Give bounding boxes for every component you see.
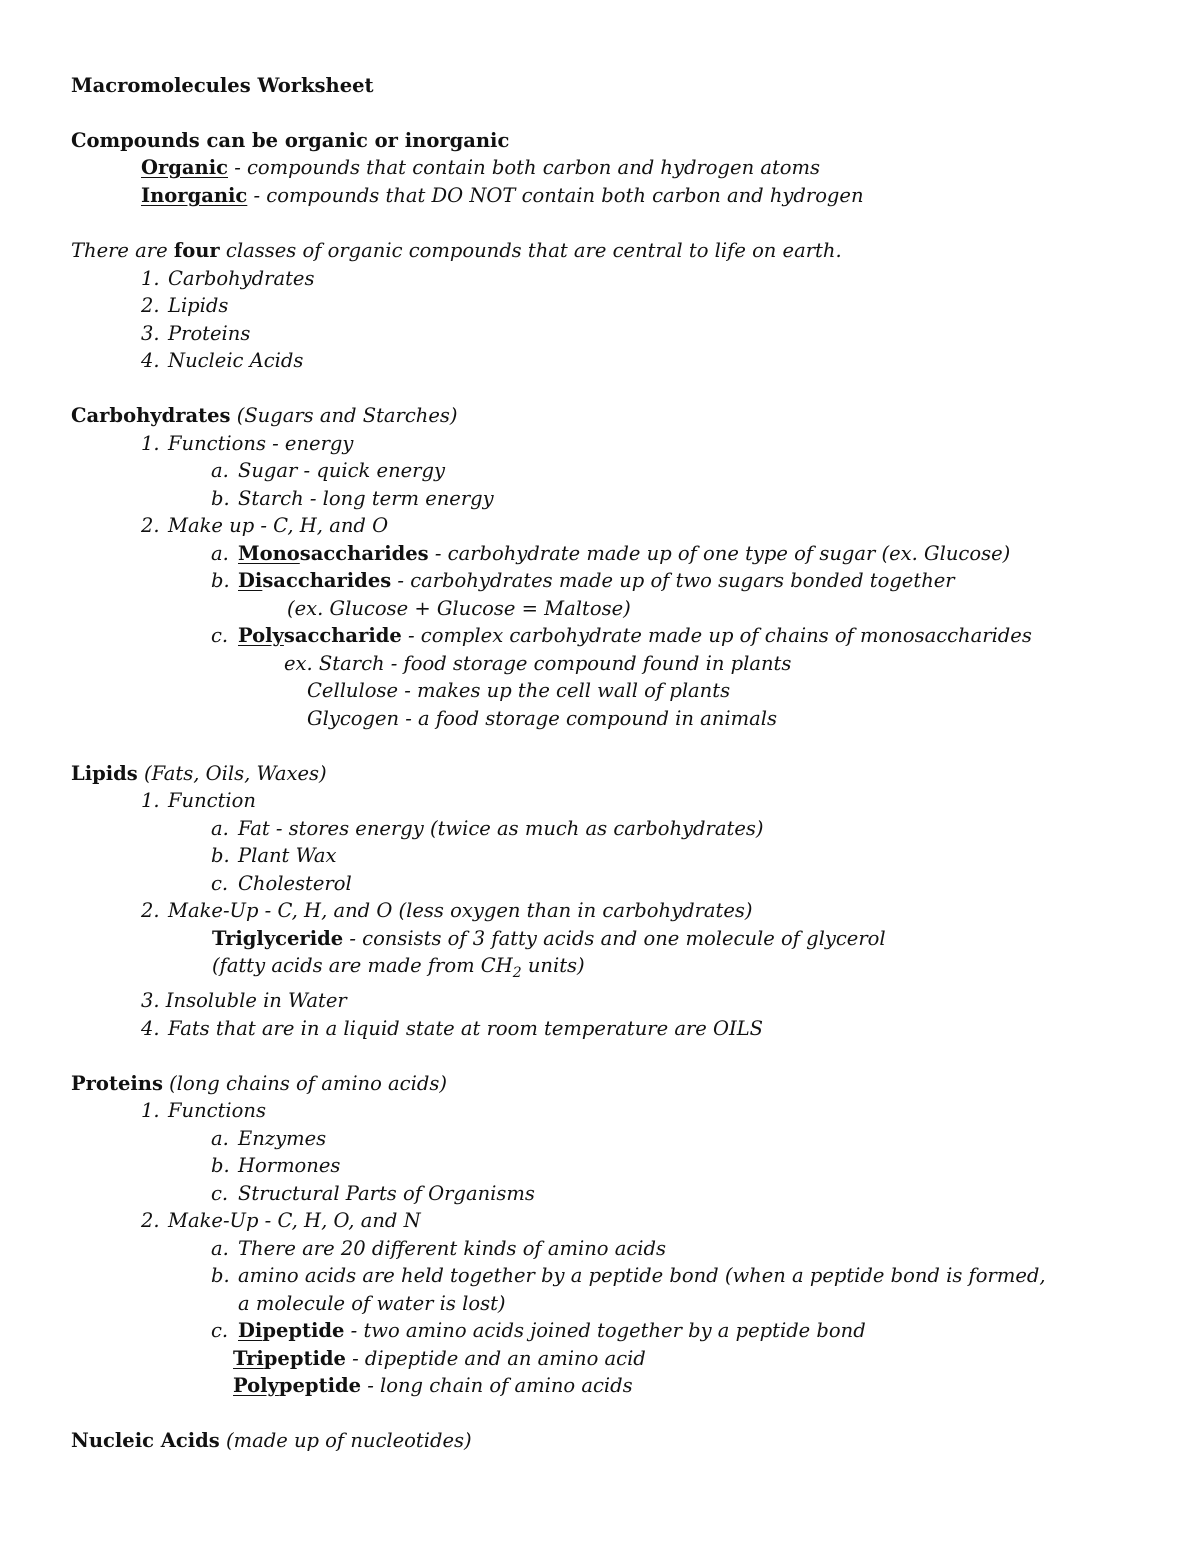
- lipids-heading: Lipids (Fats, Oils, Waxes): [71, 762, 327, 785]
- tripeptide-item: Tripeptide - dipeptide and an amino acid: [233, 1347, 646, 1370]
- list-item: 1. Carbohydrates: [141, 267, 315, 290]
- polysaccharide-example: Cellulose - makes up the cell wall of plants: [307, 679, 731, 702]
- fatty-acids-note: (fatty acids are made from $CH_2$ units): [212, 954, 585, 981]
- polypeptide-item: Polypeptide - long chain of amino acids: [233, 1374, 633, 1397]
- proteins-heading: Proteins (long chains of amino acids): [71, 1072, 447, 1095]
- list-item: a. There are 20 different kinds of amino acids: [211, 1237, 666, 1260]
- list-item: 3. Insoluble in Water: [141, 989, 347, 1012]
- intro-heading: Compounds can be organic or inorganic: [71, 129, 510, 152]
- list-item: c. Cholesterol: [211, 872, 352, 895]
- list-item: b. Plant Wax: [211, 844, 337, 867]
- polysaccharide-example: ex. Starch - food storage compound found in plants: [284, 652, 792, 675]
- list-item: a. Enzymes: [211, 1127, 327, 1150]
- inorganic-definition: Inorganic - compounds that DO NOT contain both carbon and hydrogen: [141, 184, 864, 207]
- list-item: c. Structural Parts of Organisms: [211, 1182, 535, 1205]
- polysaccharide-example: Glycogen - a food storage compound in animals: [307, 707, 777, 730]
- list-item: 2. Lipids: [141, 294, 229, 317]
- carbohydrates-heading: Carbohydrates (Sugars and Starches): [71, 404, 458, 427]
- dipeptide-item: c. Dipeptide - two amino acids joined together by a peptide bond: [211, 1319, 866, 1342]
- list-item: 2. Make up - C, H, and O: [141, 514, 389, 537]
- four-classes-statement: There are four classes of organic compounds that are central to life on earth.: [71, 239, 842, 262]
- nucleic-acids-heading: Nucleic Acids (made up of nucleotides): [71, 1429, 472, 1452]
- list-item: 1. Functions - energy: [141, 432, 354, 455]
- list-item: a. Fat - stores energy (twice as much as carbohydrates): [211, 817, 764, 840]
- list-item: 1. Functions: [141, 1099, 266, 1122]
- list-item: a. Sugar - quick energy: [211, 459, 446, 482]
- disaccharides-item: b. Disaccharides - carbohydrates made up of two sugars bonded together: [211, 569, 955, 592]
- list-item: 2. Make-Up - C, H, and O (less oxygen than in carbohydrates): [141, 899, 753, 922]
- list-item: b. Starch - long term energy: [211, 487, 494, 510]
- list-item: 3. Proteins: [141, 322, 251, 345]
- page-title: Macromolecules Worksheet: [71, 74, 374, 97]
- list-item: 4. Fats that are in a liquid state at room temperature are OILS: [141, 1017, 764, 1040]
- list-item: b. amino acids are held together by a peptide bond (when a peptide bond is formed,: [211, 1264, 1046, 1287]
- monosaccharides-item: a. Monosaccharides - carbohydrate made up of one type of sugar (ex. Glucose): [211, 542, 1011, 565]
- list-item: 2. Make-Up - C, H, O, and N: [141, 1209, 421, 1232]
- triglyceride-definition: Triglyceride - consists of 3 fatty acids and one molecule of glycerol: [212, 927, 886, 950]
- list-item: 1. Function: [141, 789, 256, 812]
- list-item-continuation: a molecule of water is lost): [238, 1292, 506, 1315]
- list-item: b. Hormones: [211, 1154, 341, 1177]
- polysaccharide-item: c. Polysaccharide - complex carbohydrate made up of chains of monosaccharides: [211, 624, 1032, 647]
- organic-definition: Organic - compounds that contain both carbon and hydrogen atoms: [141, 156, 821, 179]
- list-item: 4. Nucleic Acids: [141, 349, 304, 372]
- disaccharide-example: (ex. Glucose + Glucose = Maltose): [287, 597, 631, 620]
